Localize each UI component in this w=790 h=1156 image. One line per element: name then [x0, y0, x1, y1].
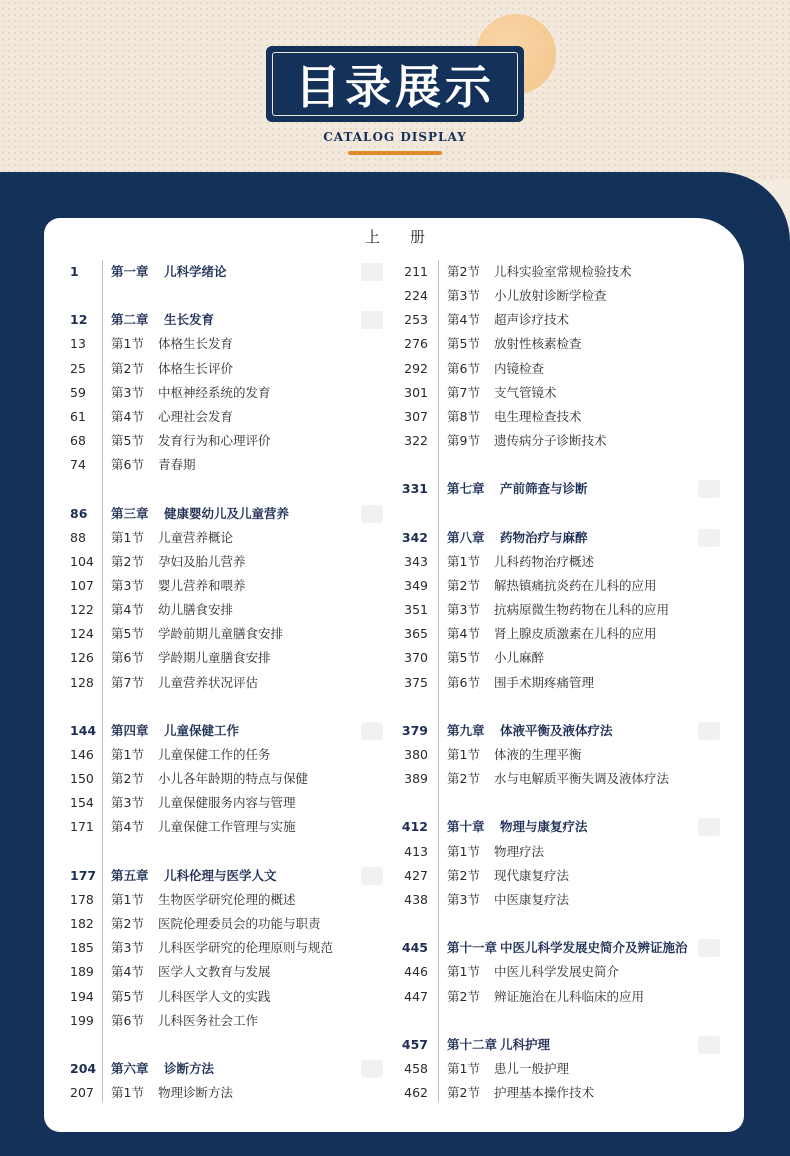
toc-section-row — [398, 745, 728, 765]
toc-chapter-title: 体液平衡及液体疗法 — [500, 722, 613, 738]
toc-section-title: 小儿各年龄期的特点与保健 — [158, 771, 309, 787]
toc-page-number: 322 — [404, 433, 428, 449]
toc-section-number: 第5节 — [111, 626, 144, 642]
toc-section-number: 第2节 — [111, 553, 144, 569]
chapter-marker — [698, 1036, 720, 1054]
toc-section-number: 第2节 — [447, 771, 480, 787]
toc-chapter-row — [70, 866, 370, 886]
toc-section-title: 医学人文教育与发展 — [158, 964, 271, 980]
toc-page-number: 61 — [70, 408, 86, 424]
toc-page-number: 211 — [404, 264, 428, 279]
toc-section-number: 第3节 — [111, 577, 144, 593]
toc-section-number: 第1节 — [447, 1060, 480, 1076]
toc-section-title: 儿童保健工作管理与实施 — [158, 819, 296, 835]
toc-section-title: 超声诊疗技术 — [494, 312, 570, 328]
toc-section-title: 心理社会发育 — [158, 408, 234, 424]
toc-section-row — [398, 673, 728, 693]
toc-page-number: 207 — [70, 1085, 94, 1101]
toc-section-row — [70, 938, 370, 958]
toc-section-number: 第4节 — [111, 819, 144, 835]
chapter-marker — [698, 818, 720, 836]
chapter-marker — [698, 480, 720, 498]
toc-section-row — [70, 914, 370, 934]
chapter-marker — [361, 311, 383, 329]
chapter-marker — [698, 722, 720, 740]
page-subtitle: CATALOG DISPLAY — [323, 130, 467, 144]
toc-section-number: 第1节 — [111, 1085, 144, 1101]
chapter-marker — [698, 529, 720, 547]
toc-section-title: 物理诊断方法 — [158, 1085, 234, 1101]
toc-section-row — [70, 962, 370, 982]
toc-page-number: 438 — [404, 891, 428, 907]
toc-section-row — [398, 648, 728, 668]
toc-section-number: 第8节 — [447, 408, 480, 424]
toc-chapter-row — [70, 1059, 370, 1079]
toc-page-number: 412 — [401, 819, 428, 835]
toc-page-number: 189 — [70, 964, 94, 980]
toc-page-number: 185 — [70, 940, 94, 956]
toc-section-title: 遗传病分子诊断技术 — [494, 433, 607, 449]
toc-section-row — [398, 383, 728, 403]
toc-chapter-title: 中医儿科学发展史简介及辨证施治 — [500, 940, 688, 956]
toc-chapter-number: 第八章 — [447, 529, 485, 545]
title-frame — [272, 52, 518, 116]
toc-page-number: 122 — [70, 602, 94, 618]
toc-section-row — [70, 769, 370, 789]
toc-chapter-number: 第四章 — [111, 722, 149, 738]
toc-page-number: 351 — [404, 602, 428, 618]
toc-section-number: 第5节 — [111, 433, 144, 449]
toc-section-row — [70, 648, 370, 668]
toc-section-number: 第2节 — [447, 867, 480, 883]
toc-section-row — [398, 359, 728, 379]
toc-section-number: 第7节 — [111, 674, 144, 690]
toc-section-number: 第1节 — [111, 747, 144, 762]
toc-chapter-number: 第十一章 — [447, 940, 498, 956]
toc-page-number: 445 — [401, 940, 428, 956]
toc-section-row — [70, 455, 370, 475]
toc-section-row — [398, 600, 728, 620]
toc-section-number: 第6节 — [447, 360, 480, 376]
toc-section-row — [70, 528, 370, 548]
toc-section-number: 第1节 — [447, 553, 480, 569]
toc-page-number: 447 — [404, 988, 428, 1004]
toc-section-title: 中枢神经系统的发育 — [158, 384, 271, 400]
toc-section-number: 第2节 — [447, 1085, 480, 1101]
toc-page-number: 204 — [70, 1060, 97, 1076]
toc-section-row — [70, 359, 370, 379]
toc-section-title: 发育行为和心理评价 — [158, 433, 271, 449]
toc-section-number: 第6节 — [447, 674, 480, 690]
toc-page-number: 446 — [404, 964, 428, 980]
toc-section-row — [70, 793, 370, 813]
chapter-marker — [361, 867, 383, 885]
toc-page-number: 177 — [70, 867, 97, 883]
toc-section-row — [70, 383, 370, 403]
toc-section-row — [70, 745, 370, 765]
toc-section-number: 第3节 — [111, 940, 144, 956]
toc-page-number: 379 — [401, 722, 428, 738]
toc-section-title: 儿童营养概论 — [158, 529, 234, 545]
toc-page-number: 199 — [70, 1012, 94, 1028]
toc-chapter-title: 产前筛查与诊断 — [500, 481, 588, 497]
toc-page-number: 68 — [70, 433, 86, 449]
toc-chapter-row — [70, 721, 370, 741]
toc-section-title: 儿科医务社会工作 — [158, 1012, 259, 1028]
toc-section-title: 内镜检查 — [494, 360, 545, 376]
toc-section-number: 第6节 — [111, 1012, 144, 1028]
toc-section-title: 儿童营养状况评估 — [158, 674, 259, 690]
toc-page-number: 178 — [70, 891, 94, 907]
toc-section-title: 医院伦理委员会的功能与职责 — [158, 916, 321, 932]
toc-section-row — [70, 552, 370, 572]
toc-page-number: 389 — [404, 771, 428, 787]
toc-section-number: 第1节 — [447, 843, 480, 859]
toc-page-number: 150 — [70, 771, 94, 787]
toc-section-row — [70, 1011, 370, 1031]
chapter-marker — [361, 722, 383, 740]
toc-section-title: 肾上腺皮质激素在儿科的应用 — [494, 626, 657, 642]
toc-section-title: 体格生长发育 — [158, 336, 234, 352]
toc-chapter-row — [398, 817, 728, 837]
toc-page-number: 146 — [70, 747, 94, 762]
toc-section-row — [398, 987, 728, 1007]
toc-page-number: 343 — [404, 553, 428, 569]
toc-section-title: 护理基本操作技术 — [494, 1085, 595, 1101]
chapter-marker — [361, 1060, 383, 1078]
toc-chapter-number: 第二章 — [111, 312, 149, 328]
toc-section-number: 第3节 — [447, 602, 480, 618]
toc-section-number: 第4节 — [111, 602, 144, 618]
toc-section-row — [398, 576, 728, 596]
toc-page-number: 13 — [70, 336, 86, 352]
toc-page-number: 124 — [70, 626, 94, 642]
toc-section-title: 学龄前期儿童膳食安排 — [158, 626, 284, 642]
toc-section-number: 第2节 — [447, 988, 480, 1004]
toc-section-row — [398, 310, 728, 330]
toc-page-number: 427 — [404, 867, 428, 883]
toc-page-number: 224 — [404, 288, 428, 304]
toc-section-row — [398, 866, 728, 886]
toc-section-title: 电生理检查技术 — [494, 408, 582, 424]
toc-section-title: 小儿放射诊断学检查 — [494, 288, 607, 304]
toc-section-title: 现代康复疗法 — [494, 867, 570, 883]
toc-section-title: 抗病原微生物药物在儿科的应用 — [494, 602, 670, 618]
toc-section-row — [398, 334, 728, 354]
toc-chapter-number: 第六章 — [111, 1060, 149, 1076]
toc-chapter-title: 儿科护理 — [500, 1036, 551, 1052]
toc-chapter-number: 第七章 — [447, 481, 485, 497]
toc-section-row — [398, 1059, 728, 1079]
toc-chapter-row — [70, 262, 370, 282]
toc-section-title: 体格生长评价 — [158, 360, 234, 376]
toc-section-number: 第3节 — [447, 288, 480, 304]
toc-section-number: 第1节 — [111, 891, 144, 907]
toc-chapter-number: 第五章 — [111, 867, 149, 883]
toc-page-number: 154 — [70, 795, 94, 811]
toc-section-number: 第4节 — [111, 408, 144, 424]
toc-page-number: 1 — [70, 264, 79, 279]
toc-chapter-number: 第三章 — [111, 505, 149, 521]
toc-section-number: 第3节 — [111, 795, 144, 811]
toc-section-number: 第1节 — [447, 964, 480, 980]
toc-page-number: 375 — [404, 674, 428, 690]
toc-page-number: 107 — [70, 577, 94, 593]
toc-section-number: 第1节 — [111, 529, 144, 545]
toc-section-title: 物理疗法 — [494, 843, 545, 859]
toc-chapter-row — [398, 721, 728, 741]
toc-section-row — [398, 769, 728, 789]
toc-section-title: 围手术期疼痛管理 — [494, 674, 595, 690]
toc-chapter-title: 儿童保健工作 — [164, 722, 240, 738]
toc-section-title: 水与电解质平衡失调及液体疗法 — [494, 771, 670, 787]
toc-section-title: 青春期 — [158, 457, 196, 473]
toc-page-number: 370 — [404, 650, 428, 666]
toc-chapter-row — [398, 479, 728, 499]
toc-section-row — [398, 1083, 728, 1103]
toc-section-title: 儿科医学研究的伦理原则与规范 — [158, 940, 334, 956]
toc-chapter-row — [398, 1035, 728, 1055]
toc-section-title: 儿科药物治疗概述 — [494, 553, 595, 569]
toc-section-number: 第6节 — [111, 457, 144, 473]
toc-page-number: 86 — [70, 505, 88, 521]
toc-page-number: 331 — [401, 481, 428, 497]
toc-section-row — [70, 407, 370, 427]
toc-section-row — [70, 576, 370, 596]
toc-section-number: 第3节 — [447, 891, 480, 907]
toc-section-number: 第4节 — [447, 626, 480, 642]
toc-section-row — [398, 286, 728, 306]
chapter-marker — [698, 939, 720, 957]
toc-chapter-title: 儿科学绪论 — [164, 264, 227, 279]
toc-section-title: 放射性核素检查 — [494, 336, 582, 352]
toc-chapter-title: 健康婴幼儿及儿童营养 — [164, 505, 290, 521]
toc-section-row — [398, 962, 728, 982]
toc-chapter-number: 第九章 — [447, 722, 485, 738]
toc-section-title: 儿童保健服务内容与管理 — [158, 795, 296, 811]
toc-section-number: 第3节 — [111, 384, 144, 400]
toc-chapter-number: 第一章 — [111, 264, 149, 279]
toc-page-number: 59 — [70, 384, 86, 400]
toc-chapter-row — [398, 528, 728, 548]
toc-chapter-number: 第十章 — [447, 819, 485, 835]
toc-chapter-title: 儿科伦理与医学人文 — [164, 867, 277, 883]
toc-section-title: 生物医学研究伦理的概述 — [158, 891, 296, 907]
toc-section-number: 第2节 — [111, 771, 144, 787]
toc-page-number: 126 — [70, 650, 94, 666]
toc-chapter-row — [70, 310, 370, 330]
volume-title: 上册 — [364, 228, 455, 246]
toc-chapter-row — [398, 938, 728, 958]
toc-page-number: 462 — [404, 1085, 428, 1101]
toc-section-number: 第7节 — [447, 384, 480, 400]
column-divider-line — [102, 260, 103, 1102]
toc-page-number: 292 — [404, 360, 428, 376]
toc-chapter-title: 药物治疗与麻醉 — [500, 529, 588, 545]
toc-section-number: 第4节 — [447, 312, 480, 328]
toc-page-number: 12 — [70, 312, 88, 328]
chapter-marker — [361, 263, 383, 281]
toc-chapter-title: 生长发育 — [164, 312, 215, 328]
toc-page-number: 342 — [401, 529, 428, 545]
toc-page-number: 307 — [404, 408, 428, 424]
toc-section-row — [398, 842, 728, 862]
toc-section-title: 体液的生理平衡 — [494, 747, 582, 762]
toc-page-number: 194 — [70, 988, 94, 1004]
toc-page-number: 144 — [70, 722, 97, 738]
toc-section-title: 孕妇及胎儿营养 — [158, 553, 246, 569]
toc-section-row — [70, 334, 370, 354]
toc-section-number: 第2节 — [447, 577, 480, 593]
toc-section-title: 中医儿科学发展史简介 — [494, 964, 620, 980]
toc-section-number: 第1节 — [111, 336, 144, 352]
toc-section-row — [70, 673, 370, 693]
toc-page-number: 253 — [404, 312, 428, 328]
toc-page-number: 458 — [404, 1060, 428, 1076]
toc-section-row — [398, 262, 728, 282]
toc-section-row — [398, 407, 728, 427]
toc-section-row — [398, 431, 728, 451]
toc-section-title: 儿科医学人文的实践 — [158, 988, 271, 1004]
toc-section-row — [70, 890, 370, 910]
toc-section-row — [70, 600, 370, 620]
chapter-marker — [361, 505, 383, 523]
toc-page-number: 182 — [70, 916, 94, 932]
toc-section-number: 第1节 — [447, 747, 480, 762]
toc-page-number: 457 — [401, 1036, 428, 1052]
toc-section-number: 第5节 — [447, 336, 480, 352]
subtitle-underline — [348, 151, 442, 155]
toc-section-title: 小儿麻醉 — [494, 650, 545, 666]
title-box — [266, 46, 524, 122]
toc-page-number: 276 — [404, 336, 428, 352]
toc-page-number: 88 — [70, 529, 86, 545]
toc-section-row — [70, 817, 370, 837]
toc-section-row — [398, 552, 728, 572]
toc-section-number: 第2节 — [111, 360, 144, 376]
toc-chapter-title: 物理与康复疗法 — [500, 819, 588, 835]
toc-page-number: 25 — [70, 360, 86, 376]
toc-section-row — [398, 890, 728, 910]
toc-section-title: 婴儿营养和喂养 — [158, 577, 246, 593]
toc-page-number: 74 — [70, 457, 86, 473]
toc-page-number: 301 — [404, 384, 428, 400]
column-divider-line — [438, 260, 439, 1102]
toc-chapter-number: 第十二章 — [447, 1036, 498, 1052]
toc-section-row — [398, 624, 728, 644]
toc-page-number: 171 — [70, 819, 94, 835]
toc-section-number: 第2节 — [111, 916, 144, 932]
toc-section-title: 支气管镜术 — [494, 384, 557, 400]
toc-section-number: 第2节 — [447, 264, 480, 279]
toc-section-number: 第5节 — [111, 988, 144, 1004]
toc-section-number: 第5节 — [447, 650, 480, 666]
toc-section-title: 儿科实验室常规检验技术 — [494, 264, 632, 279]
toc-section-row — [70, 987, 370, 1007]
toc-section-number: 第6节 — [111, 650, 144, 666]
toc-section-title: 儿童保健工作的任务 — [158, 747, 271, 762]
toc-section-title: 解热镇痛抗炎药在儿科的应用 — [494, 577, 657, 593]
toc-page-number: 104 — [70, 553, 94, 569]
toc-section-title: 幼儿膳食安排 — [158, 602, 234, 618]
toc-page-number: 365 — [404, 626, 428, 642]
page-title: 目录展示 — [295, 60, 495, 114]
toc-section-title: 中医康复疗法 — [494, 891, 570, 907]
toc-section-title: 辨证施治在儿科临床的应用 — [494, 988, 645, 1004]
toc-section-row — [70, 431, 370, 451]
toc-section-row — [70, 1083, 370, 1103]
toc-page-number: 349 — [404, 577, 428, 593]
toc-section-number: 第4节 — [111, 964, 144, 980]
toc-chapter-title: 诊断方法 — [164, 1060, 215, 1076]
toc-chapter-row — [70, 504, 370, 524]
toc-section-title: 患儿一般护理 — [494, 1060, 570, 1076]
toc-section-row — [70, 624, 370, 644]
toc-section-title: 学龄期儿童膳食安排 — [158, 650, 271, 666]
toc-page-number: 413 — [404, 843, 428, 859]
toc-page-number: 128 — [70, 674, 94, 690]
toc-section-number: 第9节 — [447, 433, 480, 449]
toc-page-number: 380 — [404, 747, 428, 762]
